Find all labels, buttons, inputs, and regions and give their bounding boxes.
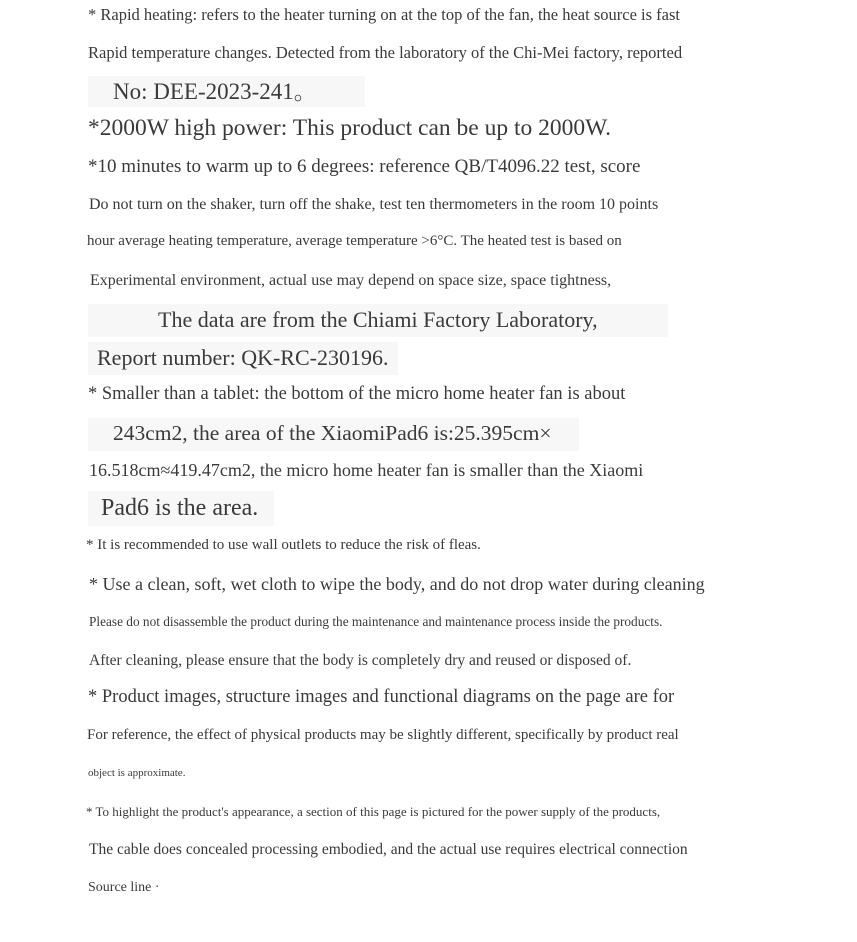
note-line-6: Do not turn on the shaker, turn off the shake, test ten thermometers in the room 10 points <box>89 196 659 213</box>
area-line-2: 16.518cm≈419.47cm2, the micro home heater fan is smaller than the Xiaomi <box>89 460 644 480</box>
cleaning-heading: * Use a clean, soft, wet cloth to wipe the body, and do not drop water during cleaning <box>89 574 705 594</box>
report-number-2: Report number: QK-RC-230196. <box>88 342 398 375</box>
note-line-7: hour average heating temperature, average temperature >6°C. The heated test is based on <box>87 233 622 249</box>
note-line-1: * Rapid heating: refers to the heater turning on at the top of the fan, the heat source is fast <box>88 5 680 24</box>
cleaning-line-3: After cleaning, please ensure that the body is completely dry and reused or disposed of. <box>89 652 632 669</box>
area-line-1: 243cm2, the area of the XiaomiPad6 is:25.395cm× <box>88 418 579 451</box>
images-heading: * Product images, structure images and functional diagrams on the page are for <box>88 687 675 707</box>
area-line-3: Pad6 is the area. <box>88 491 274 526</box>
report-number-1: No: DEE-2023-241。 <box>88 76 365 107</box>
power-cable-line-3: Source line · <box>88 880 160 895</box>
note-line-2: Rapid temperature changes. Detected from the laboratory of the Chi-Mei factory, reported <box>88 43 683 62</box>
lab-source-line: The data are from the Chiami Factory Laboratory, <box>88 304 668 337</box>
outlet-note: * It is recommended to use wall outlets to reduce the risk of fleas. <box>86 537 481 553</box>
images-line-2: For reference, the effect of physical products may be slightly different, specifically by product real <box>87 727 679 743</box>
tablet-heading: * Smaller than a tablet: the bottom of the micro home heater fan is about <box>88 384 626 404</box>
cleaning-line-2: Please do not disassemble the product during the maintenance and maintenance process inside the products. <box>89 614 663 629</box>
power-heading: *2000W high power: This product can be up to 2000W. <box>88 115 612 141</box>
warmup-heading: *10 minutes to warm up to 6 degrees: reference QB/T4096.22 test, score <box>88 156 641 177</box>
note-line-8: Experimental environment, actual use may depend on space size, space tightness, <box>90 272 612 289</box>
power-cable-line-2: The cable does concealed processing embodied, and the actual use requires electrical connection <box>89 841 688 858</box>
images-line-3: object is approximate. <box>88 767 186 779</box>
power-cable-heading: * To highlight the product's appearance, a section of this page is pictured for the power supply of the products, <box>86 804 661 819</box>
